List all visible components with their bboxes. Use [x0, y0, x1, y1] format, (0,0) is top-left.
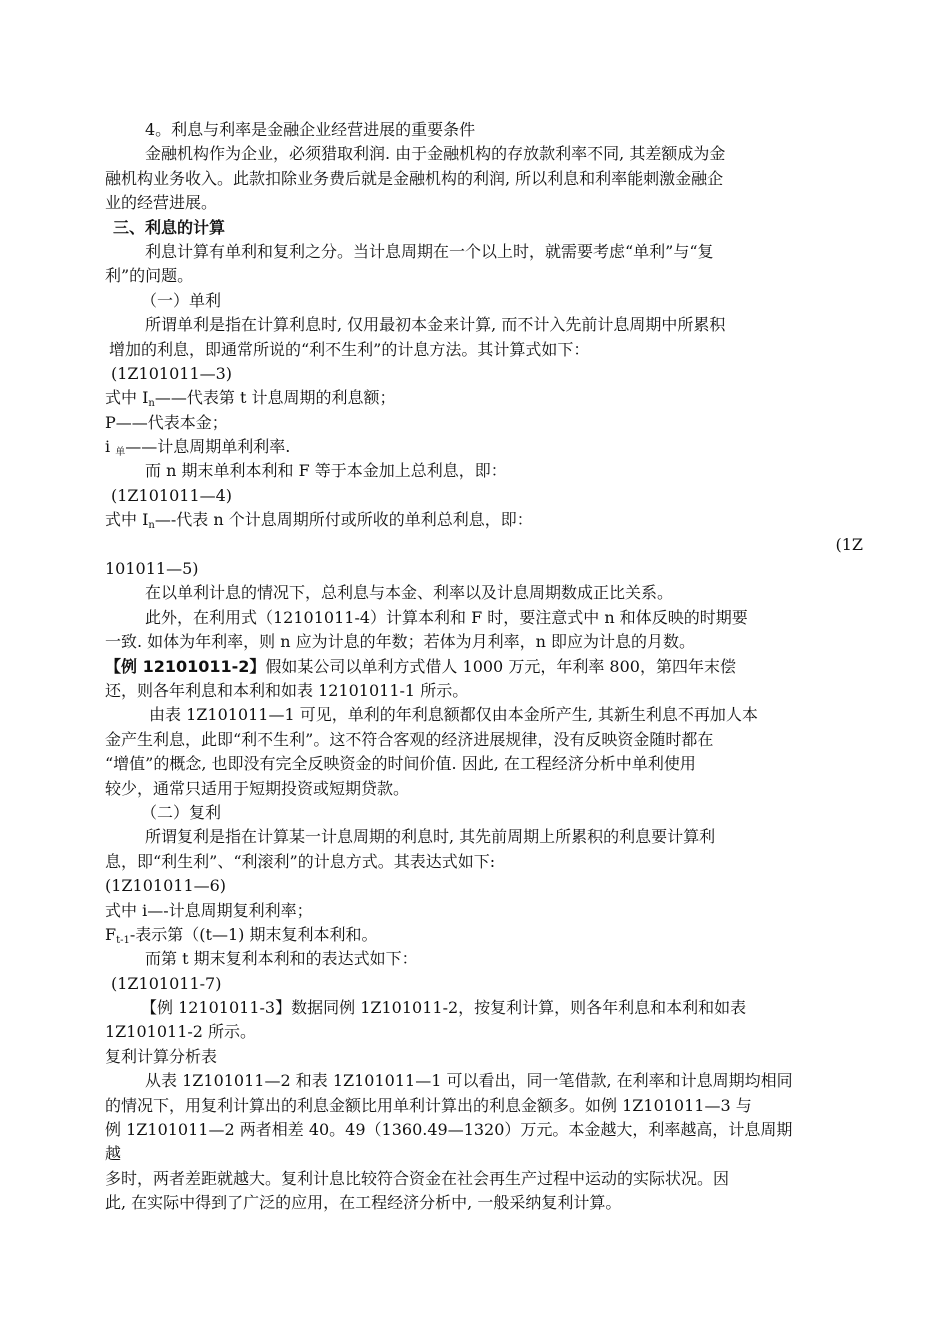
paragraph-line: 1Z101011-2 所示。: [105, 1022, 257, 1042]
paragraph-line: 金融机构作为企业，必须猎取利润. 由于金融机构的存放款利率不同, 其差额成为金: [145, 144, 726, 164]
formula-explanation: 式中 $I_n—-$代表 n 个计息周期所付或所收的单利总利息，即：: [105, 510, 533, 532]
paragraph-line: 的情况下，用复利计算出的利息金额比用单利计算出的利息金额多。如例 1Z101011—3 与: [105, 1095, 752, 1115]
paragraph-line: 从表 1Z101011—2 和表 1Z101011—1 可以看出，同一笔借款, 在利率和计息周期均相同: [145, 1071, 793, 1091]
subsection-heading: （一）单利: [141, 290, 222, 310]
example-line: 【例 12101011-3】数据同例 1Z101011-2，按复利计算，则各年利息和本利和如表: [141, 998, 747, 1018]
example-label: 【例 12101011-2】: [105, 656, 266, 676]
formula-number: (1Z101011—4): [111, 485, 233, 505]
formula-number: (1Z101011—6): [105, 876, 227, 896]
paragraph-line: 多时，两者差距就越大。复利计息比较符合资金在社会再生产过程中运动的实际状况。因: [105, 1168, 730, 1188]
paragraph-line: 例 1Z101011—2 两者相差 40。49（1360.49—1320）万元。本金越大，利率越高，计息周期: [105, 1120, 793, 1140]
example-line: 【例 12101011-2】假如某公司以单利方式借人 1000 万元，年利率 800，第四年末偿: [105, 656, 736, 676]
formula-explanation: $F_{t-1}-$表示第（(t—1) 期末复利本利和。: [105, 924, 378, 946]
paragraph-line: 较少，通常只适用于短期投资或短期贷款。: [105, 778, 410, 798]
paragraph-line: 在以单利计息的情况下，总利息与本金、利率以及计息周期数成正比关系。: [145, 583, 674, 603]
table-caption: 复利计算分析表: [105, 1046, 218, 1066]
paragraph-line: 此, 在实际中得到了广泛的应用，在工程经济分析中, 一般采纳复利计算。: [105, 1193, 622, 1213]
subsection-heading: （二）复利: [141, 802, 222, 822]
formula-number: (1Z101011—3): [111, 363, 233, 383]
formula-explanation: i $_单$——计息周期单利利率.: [105, 437, 291, 459]
paragraph-line: 4。利息与利率是金融企业经营进展的重要条件: [145, 120, 476, 139]
paragraph-line: 息，即“利生利”、“利滚利”的计息方式。其表达式如下:: [105, 851, 496, 871]
paragraph-line: 业的经营进展。: [105, 193, 218, 213]
document-page: [105, 118, 863, 1216]
paragraph-line: 金产生利息，此即“利不生利”。这不符合客观的经济进展规律，没有反映资金随时都在: [105, 729, 714, 749]
paragraph-line: “增值”的概念, 也即没有完全反映资金的时间价值. 因此, 在工程经济分析中单利使用: [105, 754, 696, 774]
paragraph-line: 而第 t 期末复利本利和的表达式如下：: [145, 949, 418, 969]
paragraph-line: 此外，在利用式（12101011-4）计算本利和 F 时，要注意式中 n 和体反映的时期要: [145, 607, 748, 627]
paragraph-line: 增加的利息，即通常所说的“利不生利”的计息方法。其计算式如下：: [109, 339, 590, 359]
section-heading: 三、利息的计算: [113, 217, 226, 237]
formula-explanation: P——代表本金；: [105, 412, 228, 432]
paragraph-line: 利息计算有单利和复利之分。当计息周期在一个以上时，就需要考虑“单利”与“复: [145, 241, 714, 261]
formula-explanation: 式中 i—-计息周期复利利率；: [105, 900, 313, 920]
paragraph-line: 所谓复利是指在计算某一计息周期的利息时, 其先前周期上所累积的利息要计算利: [145, 827, 716, 847]
paragraph-line: 由表 1Z101011—1 可见，单利的年利息额都仅由本金所产生, 其新生利息不再加人本: [149, 705, 758, 725]
formula-number: 101011—5): [105, 559, 199, 579]
paragraph-line: 一致. 如体为年利率，则 n 应为计息的年数；若体为月利率，n 即应为计息的月数。: [105, 632, 696, 652]
formula-explanation: 式中 $I_n——$代表第 t 计息周期的利息额；: [105, 388, 396, 410]
formula-number: (1Z101011-7): [111, 973, 222, 993]
paragraph-line: 所谓单利是指在计算利息时, 仅用最初本金来计算, 而不计入先前计息周期中所累积: [145, 315, 726, 335]
paragraph-line: 而 n 期末单利本利和 F 等于本金加上总利息，即：: [145, 461, 507, 481]
formula-number: (1Z: [835, 534, 863, 554]
paragraph-line: 越: [105, 1144, 122, 1164]
paragraph-line: 利”的问题。: [105, 266, 194, 286]
paragraph-line: 融机构业务收入。此款扣除业务费后就是金融机构的利润, 所以利息和利率能刺激金融企: [105, 168, 724, 188]
paragraph-line: 还，则各年利息和本利和如表 12101011-1 所示。: [105, 680, 469, 700]
